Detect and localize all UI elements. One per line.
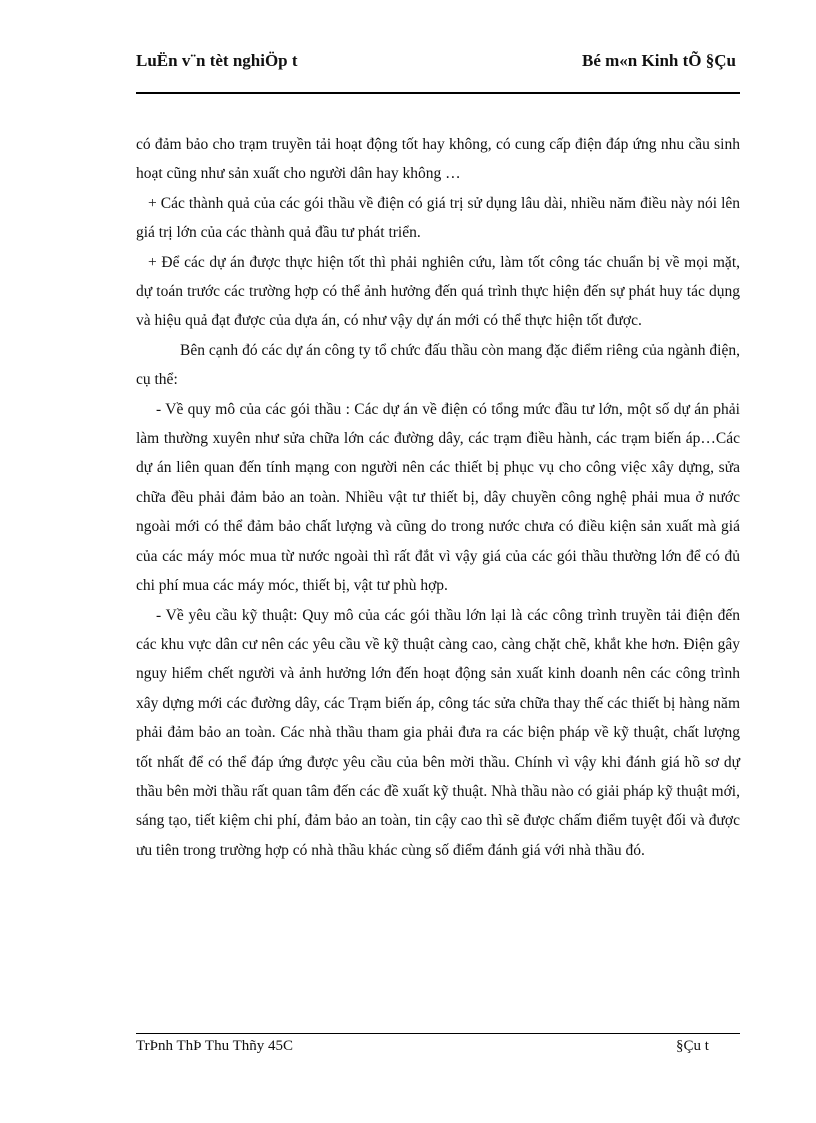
paragraph-bullet-value: + Các thành quả của các gói thầu về điện có giá trị sử dụng lâu dài, nhiều năm điều này nói lên giá trị lớn của các thành quả đầu tư phát triển. — [136, 194, 740, 242]
paragraph-industry-features: Bên cạnh đó các dự án công ty tổ chức đấu thầu còn mang đặc điểm riêng của ngành điện, cụ thể: — [136, 341, 740, 389]
paragraph-scale: - Về quy mô của các gói thầu : Các dự án về điện có tổng mức đầu tư lớn, một số dự án phải làm thường xuyên như sửa chữa lớn các đường dây, các trạm điều hành, các trạm biến áp…Các dự án liên quan đến tính mạng con người nên các thiết bị phục vụ cho công việc xây dựng, sửa chữa đều phải đảm bảo an toàn. Nhiều vật tư thiết bị, dây chuyền công nghệ phải mua ở nước ngoài mới có thể đảm bảo chất lượng và cũng do trong nước chưa có điều kiện sản xuất mà giá của các máy móc mua từ nước ngoài thì rất đắt vì vậy giá của các gói thầu thường lớn để có đủ chi phí mua các máy móc, thiết bị, vật tư phù hợp. — [136, 400, 740, 595]
paragraph-bullet-preparation: + Để các dự án được thực hiện tốt thì phải nghiên cứu, làm tốt công tác chuẩn bị về mọi mặt, dự toán trước các trường hợp có thể ảnh hưởng đến quá trình thực hiện đến sự phát huy tác dụng và hiệu quả đạt được của dựa án, có như vậy dự án mới có thể thực hiện tốt được. — [136, 253, 740, 330]
header-divider — [136, 92, 740, 94]
body-text — [136, 130, 740, 865]
footer-author: TrÞnh ThÞ Thu Thñy 45C — [136, 1038, 293, 1054]
paragraph-continuation: có đảm bảo cho trạm truyền tải hoạt động tốt hay không, có cung cấp điện đáp ứng nhu cầu sinh hoạt cũng như sản xuất cho người dân hay không … — [136, 136, 740, 183]
paragraph-technical-requirements: - Về yêu cầu kỹ thuật: Quy mô của các gói thầu lớn lại là các công trình truyền tải điện đến các khu vực dân cư nên các yêu cầu về kỹ thuật càng cao, càng chặt chẽ, khắt khe hơn. Điện gây nguy hiểm chết người và ảnh hưởng lớn đến hoạt động sản xuất kinh doanh nên các công trình xây dựng mới các đường dây, các Trạm biến áp, công tác sửa chữa thay thế các thiết bị hàng năm phải đảm bảo an toàn. Các nhà thầu tham gia phải đưa ra các biện pháp về kỹ thuật, chất lượng tốt nhất để có thể đáp ứng được yêu cầu của bên mời thầu. Chính vì vậy khi đánh giá hồ sơ dự thầu bên mời thầu rất quan tâm đến các đề xuất kỹ thuật. Nhà thầu nào có giải pháp kỹ thuật mới, sáng tạo, tiết kiệm chi phí, đảm bảo an toàn, tin cậy cao thì sẽ được chấm điểm tuyệt đối và được ưu tiên trong trường hợp có nhà thầu khác cùng số điểm đánh giá với nhà thầu đó. — [136, 606, 740, 859]
footer-divider — [136, 1033, 740, 1034]
header-thesis-title: LuËn v¨n tèt nghiÖp t — [136, 51, 298, 70]
header-department: Bé m«n Kinh tÕ §Çu — [582, 51, 736, 70]
footer-subject: §Çu t — [676, 1038, 709, 1054]
